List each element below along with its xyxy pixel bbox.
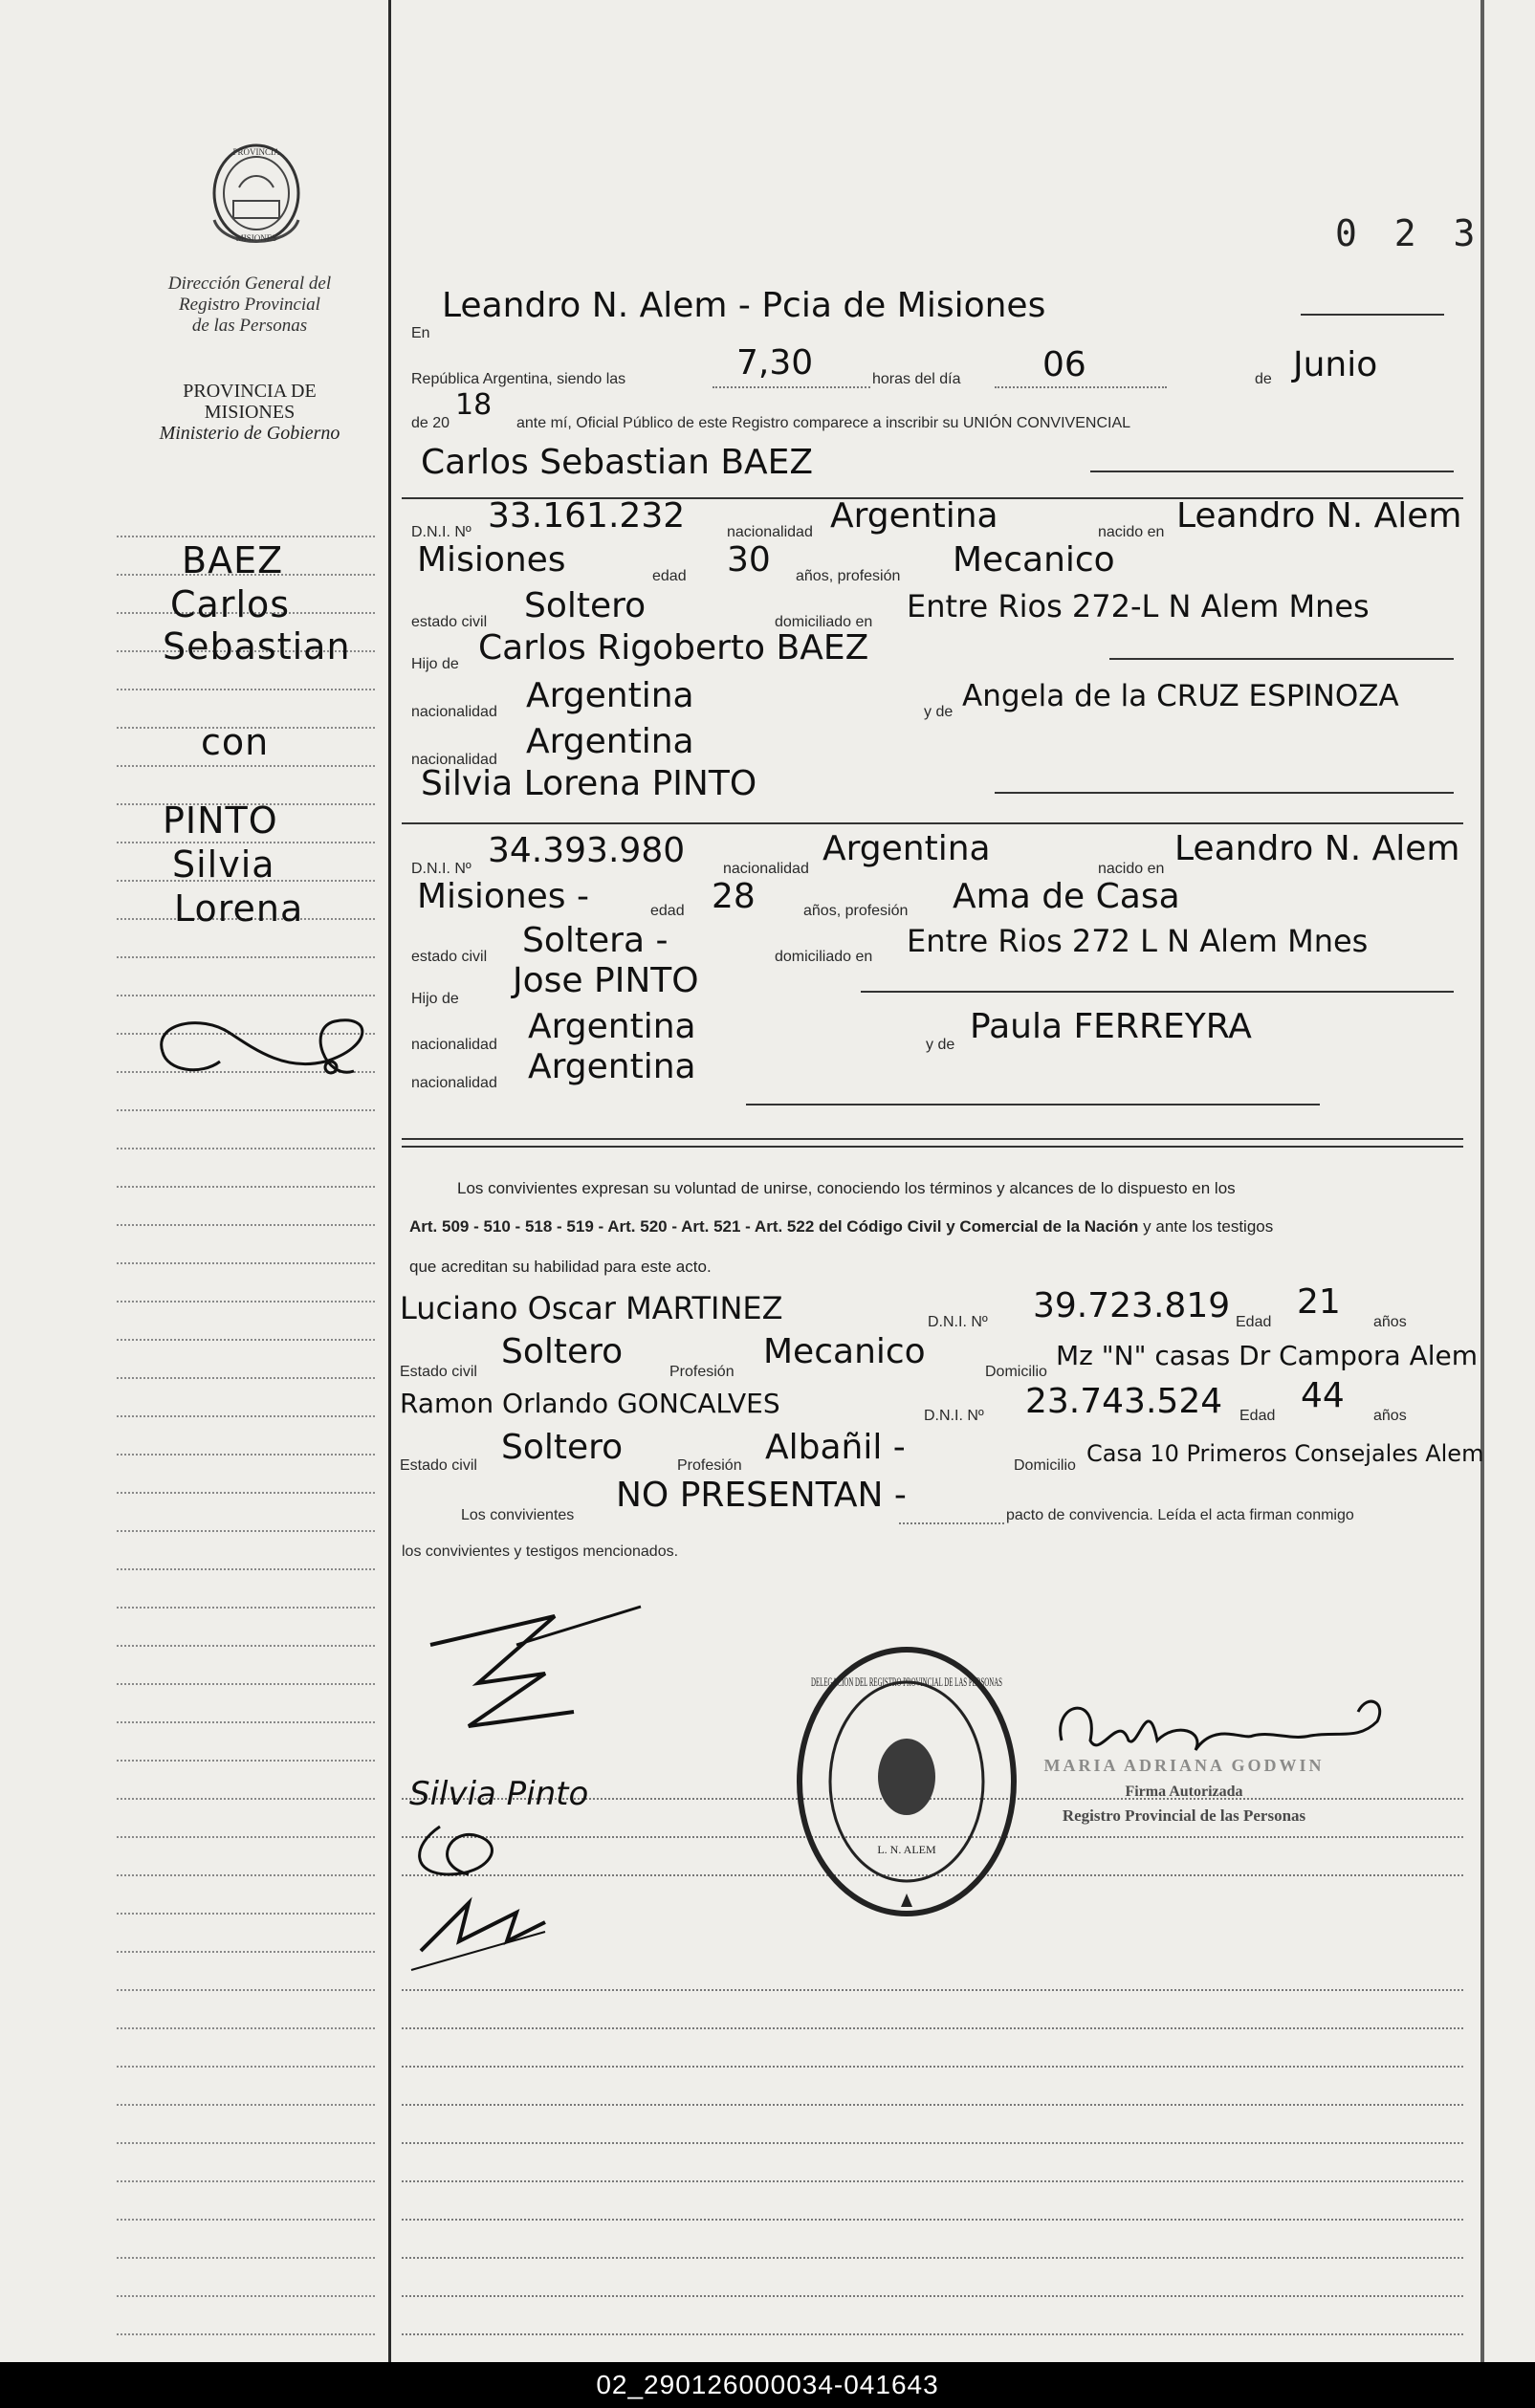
convivientes-label: Los convivientes <box>461 1507 575 1523</box>
nacionalidad-label: nacionalidad <box>411 752 497 768</box>
seal-place: L. N. ALEM <box>877 1843 936 1856</box>
witness2-dni: 23.743.524 <box>1025 1382 1223 1421</box>
conviviente2-civil-status: Soltera - <box>522 921 669 960</box>
margin-divider <box>388 0 391 2362</box>
signature-1 <box>411 1607 641 1740</box>
conviviente1-name: Carlos Sebastian BAEZ <box>421 443 814 482</box>
nacionalidad-label: nacionalidad <box>411 704 497 720</box>
fill-line <box>861 991 1454 993</box>
conviviente2-age: 28 <box>712 877 756 916</box>
fill-line <box>746 1104 1320 1105</box>
witness1-name: Luciano Oscar MARTINEZ <box>400 1290 783 1326</box>
domicilio-label: Domicilio <box>985 1364 1047 1380</box>
witness1-address: Mz "N" casas Dr Campora Alem <box>1056 1340 1479 1371</box>
stamp-name: MARIA ADRIANA GODWIN <box>1043 1756 1325 1775</box>
act-year: 18 <box>455 388 493 422</box>
hijo-de-label: Hijo de <box>411 991 459 1007</box>
dni-label: D.N.I. Nº <box>411 524 471 540</box>
section-line <box>402 822 1463 824</box>
page-edge <box>1480 0 1484 2362</box>
witness1-dni: 39.723.819 <box>1033 1286 1231 1325</box>
witness2-address: Casa 10 Primeros Consejales Alem <box>1086 1440 1484 1467</box>
conviviente2-mother-nat: Argentina <box>528 1047 696 1086</box>
witness2-name: Ramon Orlando GONCALVES <box>400 1388 780 1419</box>
declaration-line-1: Los convivientes expresan su voluntad de unirse, conociendo los términos y alcances de lo dispuesto en los <box>457 1179 1236 1197</box>
margin-name-1b: Sebastian <box>163 625 351 668</box>
record-number: 0 2 3 <box>1335 212 1483 254</box>
org-line-1: Dirección General del <box>167 274 332 294</box>
stamp-role: Firma Autorizada <box>1125 1784 1243 1800</box>
de-20-label: de 20 <box>411 415 450 431</box>
coat-of-arms-logo <box>205 134 308 258</box>
profesion-label: años, profesión <box>796 568 901 584</box>
witness2-civil-status: Soltero <box>501 1428 624 1467</box>
conviviente2-birthplace-2: Misiones - <box>417 877 589 916</box>
declaration-rest: y ante los testigos <box>1143 1217 1274 1236</box>
province-line-2: MISIONES <box>204 402 296 423</box>
fill-line <box>1109 658 1454 660</box>
stamp-org: Registro Provincial de las Personas <box>1062 1806 1306 1825</box>
de-label: de <box>1255 371 1272 387</box>
conviviente1-father-nat: Argentina <box>526 676 694 715</box>
profesion-label: Profesión <box>677 1457 742 1474</box>
conviviente1-birthplace: Leandro N. Alem <box>1176 496 1462 536</box>
act-month: Junio <box>1293 345 1378 384</box>
act-day: 06 <box>1042 345 1086 384</box>
margin-name-2a: Silvia <box>172 843 275 886</box>
conviviente2-birthplace: Leandro N. Alem <box>1174 829 1460 868</box>
conviviente1-civil-status: Soltero <box>524 586 647 625</box>
witness2-profession: Albañil - <box>765 1428 906 1467</box>
conviviente2-nationality: Argentina <box>822 829 991 868</box>
cierre-label: los convivientes y testigos mencionados. <box>402 1543 679 1560</box>
nacionalidad-label: nacionalidad <box>411 1037 497 1053</box>
en-label: En <box>411 325 430 341</box>
conviviente1-birthplace-2: Misiones <box>417 540 566 580</box>
ministry-name: Ministerio de Gobierno <box>159 423 340 444</box>
witness1-profession: Mecanico <box>763 1332 926 1371</box>
registrar-stamp <box>1012 1756 1356 1826</box>
signature-3 <box>402 1817 555 1980</box>
org-line-3: de las Personas <box>191 316 308 336</box>
margin-flourish <box>143 1004 383 1090</box>
margin-surname-2: PINTO <box>163 799 278 842</box>
conviviente2-address: Entre Rios 272 L N Alem Mnes <box>907 923 1369 959</box>
conviviente1-mother: Angela de la CRUZ ESPINOZA <box>962 679 1399 713</box>
dots <box>995 386 1167 388</box>
act-place: Leandro N. Alem - Pcia de Misiones <box>442 286 1046 325</box>
nacionalidad-label: nacionalidad <box>727 524 813 540</box>
conviviente2-father-nat: Argentina <box>528 1007 696 1046</box>
margin-name-2b: Lorena <box>174 887 304 930</box>
dots <box>899 1522 1004 1524</box>
articles-text: Art. 509 - 510 - 518 - 519 - Art. 520 - Art. 521 - Art. 522 del Código Civil y Comercial de la Nación <box>409 1217 1139 1236</box>
logo-text-bottom: MISIONES <box>235 233 277 243</box>
nacionalidad-label: nacionalidad <box>723 861 809 877</box>
conviviente2-father: Jose PINTO <box>513 961 699 1000</box>
conviviente1-father: Carlos Rigoberto BAEZ <box>478 628 869 668</box>
conviviente1-profession: Mecanico <box>953 540 1115 580</box>
conviviente1-age: 30 <box>727 540 771 580</box>
edad-label: Edad <box>1239 1408 1276 1424</box>
fill-line <box>1301 314 1444 316</box>
profesion-label: años, profesión <box>803 903 909 919</box>
conviviente2-profession: Ama de Casa <box>953 877 1180 916</box>
province-line-1: PROVINCIA DE <box>183 381 317 402</box>
province-block <box>130 381 369 444</box>
conviviente1-address: Entre Rios 272-L N Alem Mnes <box>907 588 1370 624</box>
margin-surname-1: BAEZ <box>182 539 284 581</box>
conviviente2-dni: 34.393.980 <box>488 831 686 870</box>
signature-2: Silvia Pinto <box>409 1775 589 1813</box>
conviviente1-mother-nat: Argentina <box>526 722 694 761</box>
ante-mi-label: ante mí, Oficial Público de este Registro comparece a inscribir su UNIÓN CONVIVENCIAL <box>516 415 1131 431</box>
domiciliado-label: domiciliado en <box>775 614 873 630</box>
domiciliado-label: domiciliado en <box>775 949 873 965</box>
y-de-label: y de <box>926 1037 955 1053</box>
hijo-de-label: Hijo de <box>411 656 459 672</box>
fill-line <box>1090 471 1454 472</box>
seal-text: DELEGACION DEL REGISTRO PROVINCIAL DE LAS PERSONAS <box>811 1675 1002 1689</box>
declaration-line-2 <box>409 1216 1471 1237</box>
nacido-label: nacido en <box>1098 861 1165 877</box>
section-line <box>402 1146 1463 1148</box>
witness1-age: 21 <box>1297 1282 1341 1322</box>
official-seal <box>792 1643 1021 1920</box>
dni-label: D.N.I. Nº <box>928 1314 988 1330</box>
dni-label: D.N.I. Nº <box>411 861 471 877</box>
pacto-label: pacto de convivencia. Leída el acta firman conmigo <box>1006 1507 1354 1523</box>
horas-label: horas del día <box>872 371 961 387</box>
margin-name-1a: Carlos <box>170 583 291 625</box>
act-hour: 7,30 <box>736 343 814 383</box>
section-line <box>402 1138 1463 1140</box>
anos-label: años <box>1373 1408 1407 1424</box>
document-id-footer: 02_290126000034-041643 <box>0 2362 1535 2408</box>
edad-label: Edad <box>1236 1314 1272 1330</box>
fill-line <box>995 792 1454 794</box>
witness2-age: 44 <box>1301 1376 1345 1415</box>
nacionalidad-label: nacionalidad <box>411 1075 497 1091</box>
org-line-2: Registro Provincial <box>179 295 320 315</box>
profesion-label: Profesión <box>669 1364 735 1380</box>
y-de-label: y de <box>924 704 954 720</box>
edad-label: edad <box>652 568 687 584</box>
nacido-label: nacido en <box>1098 524 1165 540</box>
logo-text-top: PROVINCIA <box>232 147 280 157</box>
dots <box>713 386 870 388</box>
declaration-line-3: que acreditan su habilidad para este acto. <box>409 1258 712 1276</box>
conviviente2-mother: Paula FERREYRA <box>970 1007 1252 1046</box>
edad-label: edad <box>650 903 685 919</box>
margin-connector: con <box>201 721 270 763</box>
pacto-status: NO PRESENTAN - <box>616 1476 907 1515</box>
anos-label: años <box>1373 1314 1407 1330</box>
dni-label: D.N.I. Nº <box>924 1408 984 1424</box>
estado-civil-label: estado civil <box>411 949 488 965</box>
republica-label: República Argentina, siendo las <box>411 371 626 387</box>
witness1-civil-status: Soltero <box>501 1332 624 1371</box>
estado-civil-label: estado civil <box>411 614 488 630</box>
estado-civil-label: Estado civil <box>400 1457 477 1474</box>
conviviente2-name: Silvia Lorena PINTO <box>421 764 757 803</box>
organization-name <box>130 274 369 337</box>
conviviente1-nationality: Argentina <box>830 496 998 536</box>
conviviente1-dni: 33.161.232 <box>488 496 686 536</box>
estado-civil-label: Estado civil <box>400 1364 477 1380</box>
domicilio-label: Domicilio <box>1014 1457 1076 1474</box>
